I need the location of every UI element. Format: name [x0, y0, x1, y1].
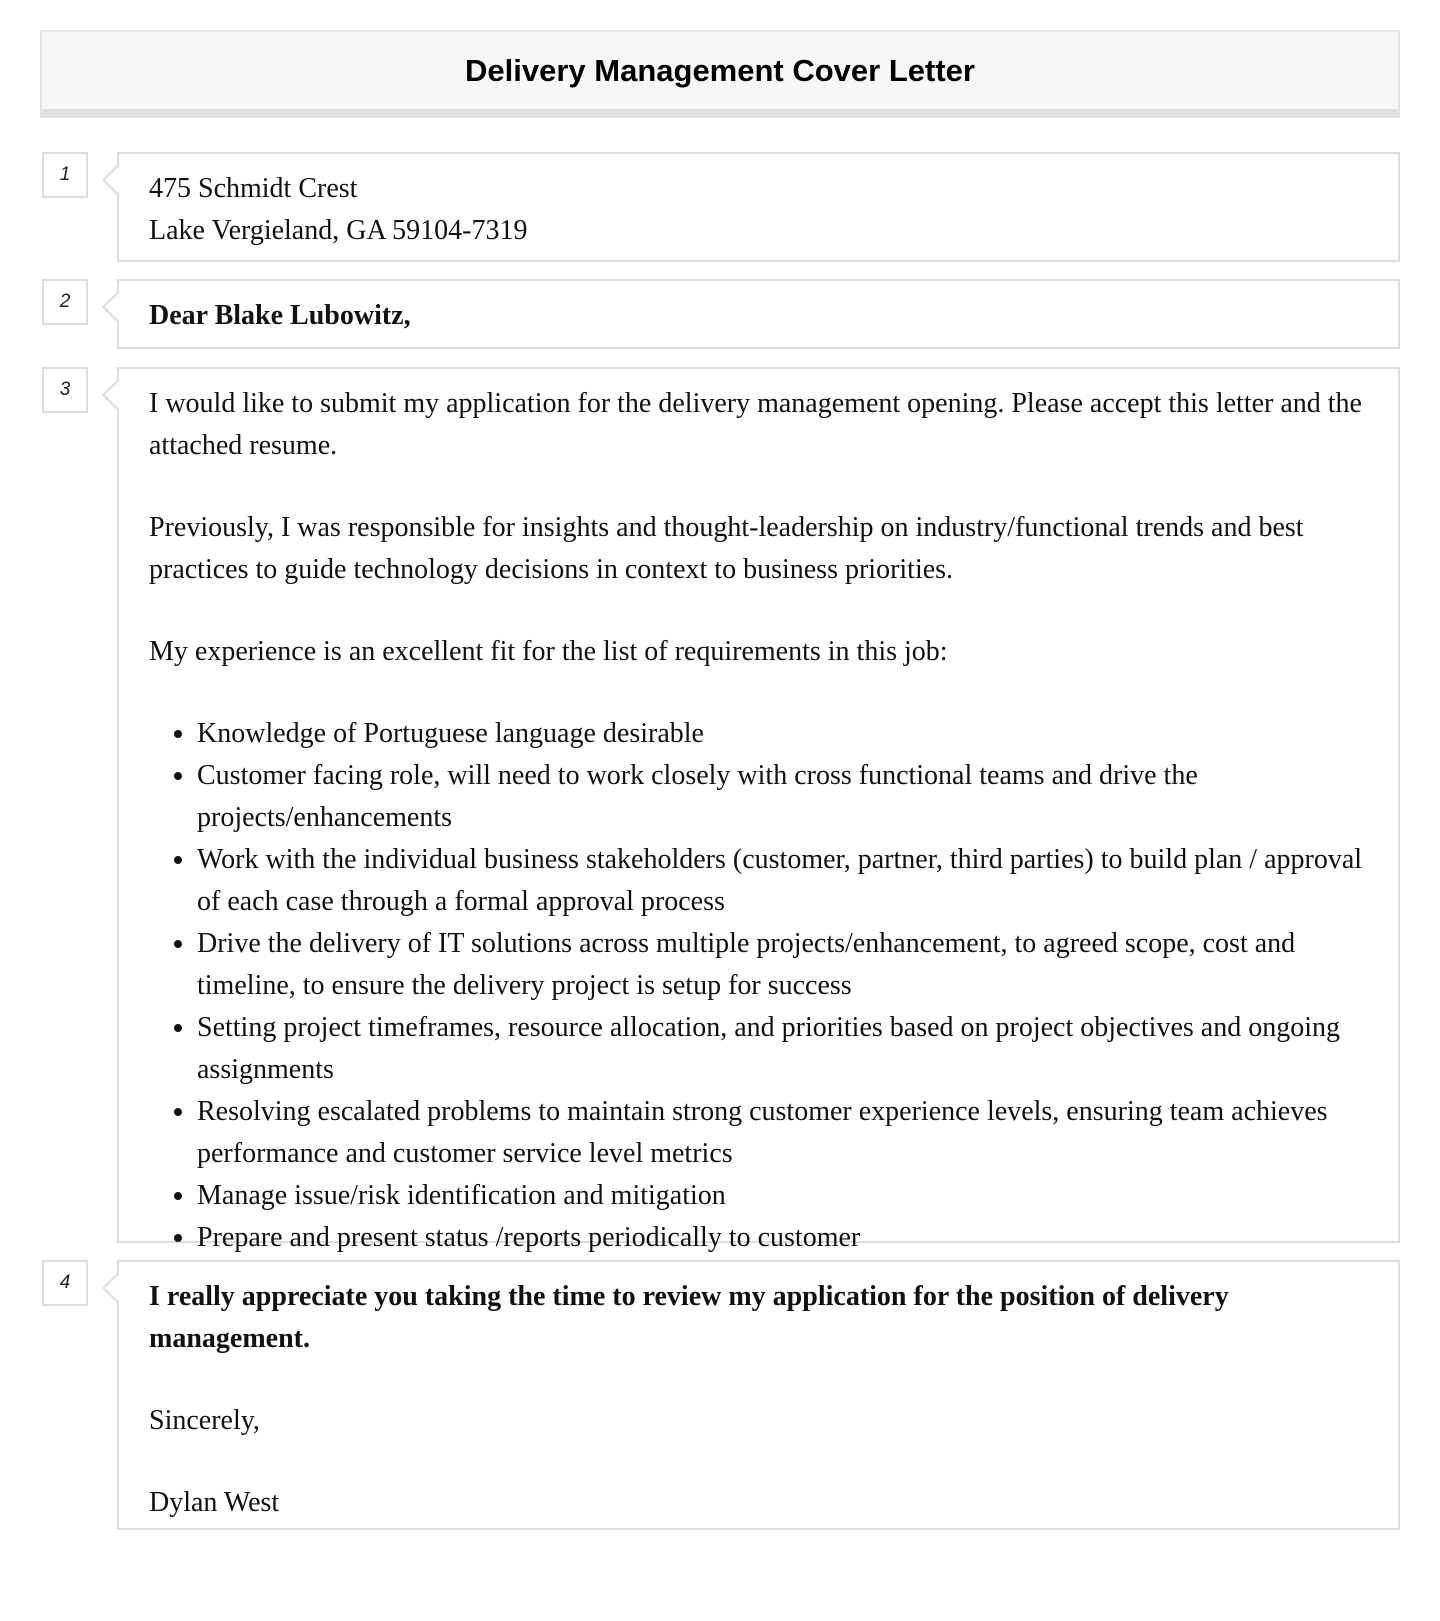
list-item: • Resolving escalated problems to maintain strong customer experience levels, ensuring team achieves performance and customer service level metrics: [197, 1091, 1368, 1175]
section-number: 3: [42, 367, 88, 413]
closing-block: [117, 1260, 1400, 1530]
list-item: • Drive the delivery of IT solutions across multiple projects/enhancement, to agreed scope, cost and timeline, to ensure the delivery project is setup for success: [197, 923, 1368, 1007]
address-line-1: 475 Schmidt Crest: [149, 173, 358, 204]
page-header: [40, 30, 1400, 118]
closing-paragraph: I really appreciate you taking the time to review my application for the position of delivery management.: [149, 1281, 1229, 1354]
intro-paragraph: I would like to submit my application for the delivery management opening. Please accept this letter and the attached resume.: [149, 388, 1362, 461]
list-item: • Setting project timeframes, resource allocation, and priorities based on project objectives and ongoing assignments: [197, 1007, 1368, 1091]
signoff: Sincerely,: [149, 1405, 260, 1436]
greeting-block: [117, 279, 1400, 349]
section-number: 1: [42, 152, 88, 198]
greeting: Dear Blake Lubowitz,: [149, 300, 411, 331]
address-line-2: Lake Vergieland, GA 59104-7319: [149, 215, 528, 246]
list-item: • Customer facing role, will need to work closely with cross functional teams and drive the projects/enhancements: [197, 755, 1368, 839]
signature-name: Dylan West: [149, 1487, 280, 1518]
list-item: • Work with the individual business stakeholders (customer, partner, third parties) to build plan / approval of each case through a formal approval process: [197, 839, 1368, 923]
list-item: • Prepare and present status /reports periodically to customer: [197, 1217, 1368, 1259]
list-item: • Knowledge of Portuguese language desirable: [197, 713, 1368, 755]
body-block: [117, 367, 1400, 1253]
requirements-list: [149, 713, 1368, 1259]
previous-experience-paragraph: Previously, I was responsible for insights and thought-leadership on industry/functional trends and best practices to guide technology decisions in context to business priorities.: [149, 512, 1304, 585]
list-item: • Manage issue/risk identification and mitigation: [197, 1175, 1368, 1217]
section-number: 4: [42, 1260, 88, 1306]
page-title: Delivery Management Cover Letter: [465, 53, 975, 88]
address-block: [117, 152, 1400, 262]
fit-paragraph: My experience is an excellent fit for the list of requirements in this job:: [149, 636, 948, 667]
section-number: 2: [42, 279, 88, 325]
